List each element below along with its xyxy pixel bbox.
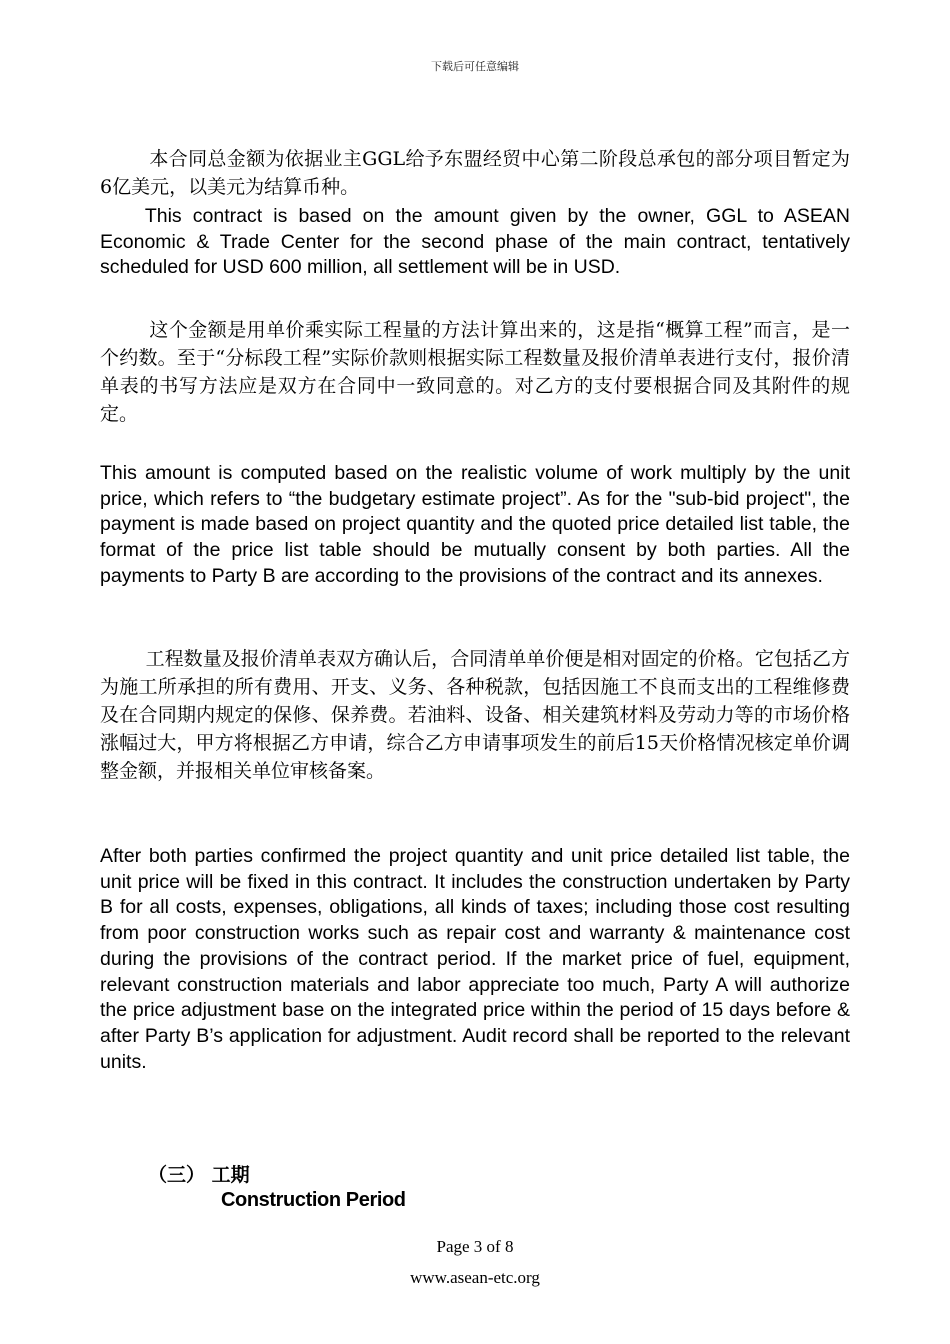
header-note: 下载后可任意编辑	[431, 60, 519, 73]
paragraph-3-chinese: 工程数量及报价清单表双方确认后，合同清单单价便是相对固定的价格。它包括乙方为施工所承担的所有费用、开支、义务、各种税款，包括因施工不良而支出的工程维修费及在合同期内规定的保修、保养费。若油料、设备、相关建筑材料及劳动力等的市场价格涨幅过大，甲方将根据乙方申请，综合乙方申请事项发生的前后15天价格情况核定单价调整金额，并报相关单位审核备案。	[100, 648, 850, 782]
paragraph-1-english: This contract is based on the amount given by the owner, GGL to ASEAN Economic & Trade Center for the second phase of the main contract, tentatively scheduled for USD 600 million, all settlement will be in USD.	[100, 205, 850, 279]
section-heading-chinese: （三） 工期	[148, 1164, 250, 1186]
paragraph-3-english: After both parties confirmed the project quantity and unit price detailed list table, the unit price will be fixed in this contract. It includes the construction undertaken by Party B for all costs, expenses, obligations, all kinds of taxes; including those cost resulting from poor construction works such as repair cost and warranty & maintenance cost during the provisions of the contract period. If the market price of fuel, equipment, relevant construction materials and labor appreciate too much, Party A will authorize the price adjustment base on the integrated price within the period of 15 days before & after Party B’s application for adjustment. Audit record shall be reported to the relevant units.	[100, 845, 850, 1073]
paragraph-2-english: This amount is computed based on the realistic volume of work multiply by the unit price, which refers to “the budgetary estimate project”. As for the "sub-bid project", the payment is made based on project quantity and the quoted price detailed list table, the format of the price list table should be mutually consent by both parties. All the payments to Party B are according to the provisions of the contract and its annexes.	[100, 462, 850, 587]
paragraph-1-chinese: 本合同总金额为依据业主GGL给予东盟经贸中心第二阶段总承包的部分项目暂定为6亿美元，以美元为结算币种。	[100, 148, 850, 198]
website-link[interactable]: www.asean-etc.org	[410, 1268, 540, 1287]
page-number: Page 3 of 8	[436, 1237, 514, 1256]
section-heading-english: Construction Period	[221, 1189, 406, 1211]
paragraph-2-chinese: 这个金额是用单价乘实际工程量的方法计算出来的，这是指“概算工程”而言，是一个约数。至于“分标段工程”实际价款则根据实际工程数量及报价清单表进行支付，报价清单表的书写方法应是双方在合同中一致同意的。对乙方的支付要根据合同及其附件的规定。	[100, 319, 850, 425]
